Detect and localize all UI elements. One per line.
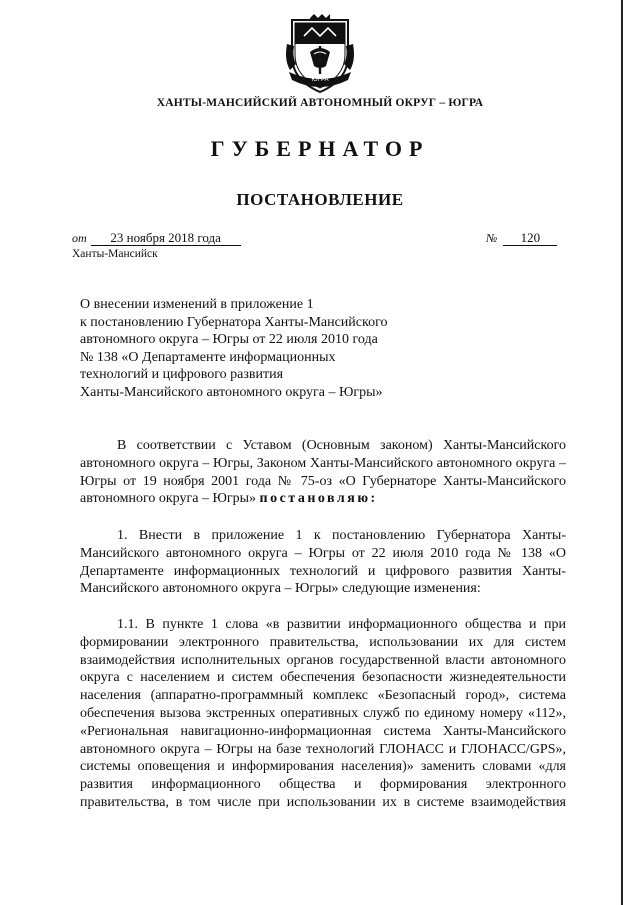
date-field [72,230,241,246]
emblem-ribbon-text: ЮГРА [311,77,329,83]
number-prefix: № [486,231,498,245]
number-field [486,230,557,246]
date-prefix: от [72,231,87,245]
subject-line: к постановлению Губернатора Ханты-Мансийского [80,314,388,330]
clause-text: 1. Внести в приложение 1 к постановлению Губернатора Ханты-Мансийского автономного округа – Югры от 22 июля 2010 года № 138 «О Департаменте информационных технологий и цифрового развития Ханты-Мансийского автономного округа – Югры» следующие изменения: [80,528,566,597]
subject-line: № 138 «О Департаменте информационных [80,349,336,365]
subject-line: Ханты-Мансийского автономного округа – Югры» [80,384,383,400]
document-type: ПОСТАНОВЛЕНИЕ [236,190,404,209]
clause-paragraph-1 [80,527,566,598]
subject-line: О внесении изменений в приложение 1 [80,297,314,312]
clause-text: 1.1. В пункте 1 слова «в развитии информационного общества и при формировании электронного правительства, использовании их для систем взаимодействия исполнительных органов государственной власти автономного округа с населением и систем обеспечения безопасности жизнедеятельности населения (аппаратно-программный комплекс «Безопасный город», система обеспечения вызова экстренных оперативных служб по единому номеру «112», «Региональная навигационно-информационная система Ханты-Мансийского автономного округа – Югры на базе технологий ГЛОНАСС и ГЛОНАСС/GPS», системы оповещения и информирования населения)» заменить словами «для развития информационного общества и формирования электронного правительства, в том числе при использовании их в системе взаимодействия [80,617,566,810]
preamble-text: В соответствии с Уставом (Основным законом) Ханты-Мансийского автономного округа – Югры, Законом Ханты-Мансийского автономного округа – Югры от 19 ноября 2001 года № 75-оз «О Губернаторе Ханты-Мансийского автономного округа – Югры» [80,438,566,507]
clause-paragraph-1-1 [80,616,566,812]
subject-line: технологий и цифрового развития [80,367,284,383]
preamble-paragraph [80,437,566,508]
subject-line: автономного округа – Югры от 22 июля 2010 года [80,332,378,348]
document-subject [80,296,440,402]
coat-of-arms-emblem [284,14,356,98]
page-title: ГУБЕРНАТОР [210,136,430,161]
document-date: 23 ноября 2018 года [91,231,241,246]
preamble-emphasis: постановляю: [259,491,378,507]
region-name: ХАНТЫ-МАНСИЙСКИЙ АВТОНОМНЫЙ ОКРУГ – ЮГРА [156,97,484,109]
document-number: 120 [503,231,557,246]
city-name: Ханты-Мансийск [72,248,158,260]
